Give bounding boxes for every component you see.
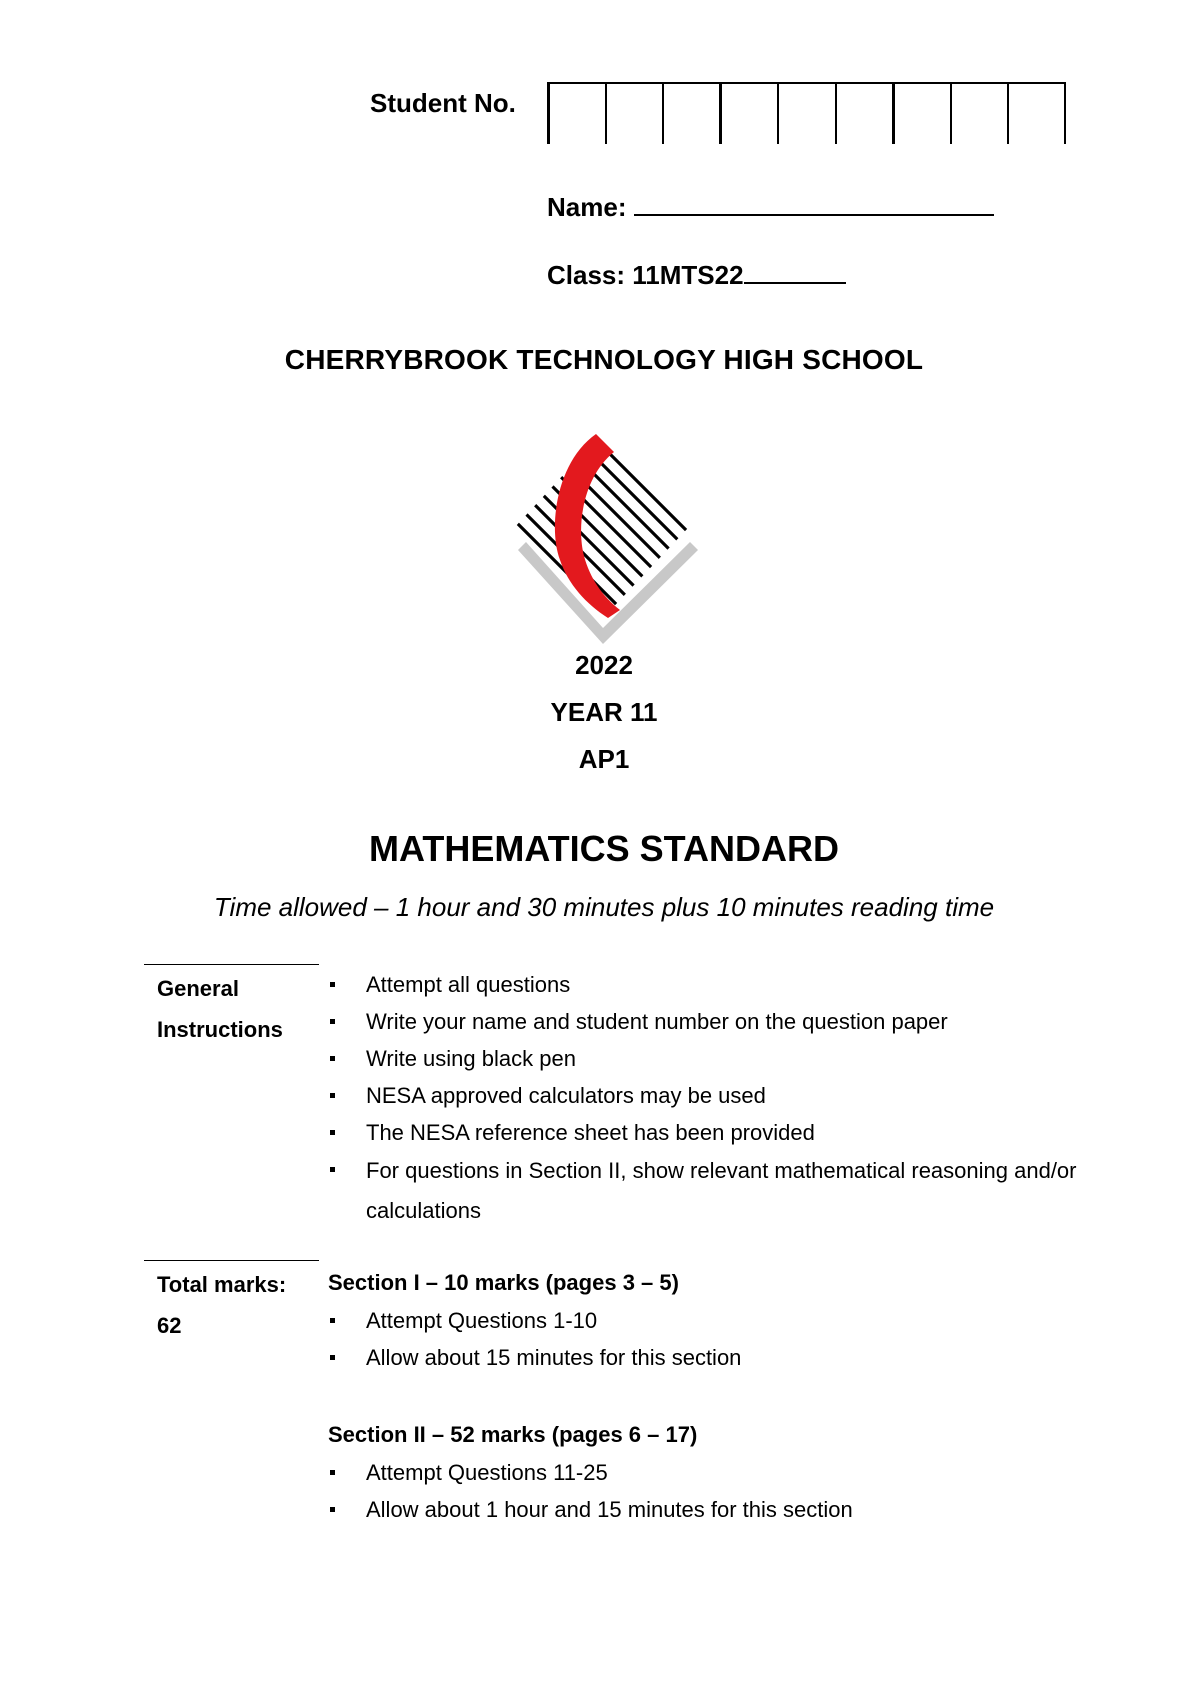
list-item: Write using black pen	[328, 1040, 1088, 1077]
name-input-line[interactable]	[634, 188, 994, 216]
class-input-line[interactable]	[744, 258, 846, 284]
total-marks-label: Total marks:	[157, 1272, 287, 1297]
general-instructions-label-line: Instructions	[157, 1017, 283, 1042]
student-number-box[interactable]	[1007, 84, 1066, 144]
divider	[144, 1260, 319, 1261]
list-item: Attempt all questions	[328, 966, 1088, 1003]
list-item: NESA approved calculators may be used	[328, 1077, 1088, 1114]
exam-year-level: YEAR 11	[550, 697, 658, 727]
student-number-box[interactable]	[547, 84, 605, 144]
total-marks	[157, 1264, 286, 1346]
section-1-heading: Section I – 10 marks (pages 3 – 5)	[328, 1270, 679, 1295]
school-logo-icon	[508, 432, 698, 644]
list-item: For questions in Section II, show relevant mathematical reasoning and/or calculations	[328, 1151, 1088, 1231]
section-1-list	[328, 1302, 741, 1376]
exam-paper-code: AP1	[578, 744, 630, 774]
section-2-heading: Section II – 52 marks (pages 6 – 17)	[328, 1422, 698, 1447]
class-label: Class: 11MTS22	[547, 260, 744, 290]
general-instructions-label-line: General	[157, 976, 239, 1001]
student-number-boxes[interactable]	[547, 82, 1066, 144]
student-number-box[interactable]	[892, 84, 950, 144]
exam-year: 2022	[575, 650, 633, 680]
list-item: Allow about 1 hour and 15 minutes for this section	[328, 1491, 853, 1528]
school-name: CHERRYBROOK TECHNOLOGY HIGH SCHOOL	[284, 344, 924, 375]
total-marks-value: 62	[157, 1313, 182, 1338]
general-instructions-label	[157, 968, 283, 1050]
student-number-box[interactable]	[662, 84, 719, 144]
student-number-box[interactable]	[835, 84, 892, 144]
list-item: Attempt Questions 1-10	[328, 1302, 741, 1339]
student-number-label: Student No.	[370, 88, 516, 118]
student-number-box[interactable]	[777, 84, 834, 144]
student-number-box[interactable]	[605, 84, 662, 144]
exam-subject: MATHEMATICS STANDARD	[369, 828, 839, 869]
divider	[144, 964, 319, 965]
name-label: Name:	[547, 192, 627, 222]
class-field	[547, 258, 846, 291]
section-2-list	[328, 1454, 853, 1528]
general-instructions-list	[328, 966, 1088, 1231]
time-allowed: Time allowed – 1 hour and 30 minutes plus 10 minutes reading time	[213, 892, 995, 922]
student-number-box[interactable]	[719, 84, 777, 144]
list-item: Write your name and student number on the question paper	[328, 1003, 1088, 1040]
list-item: Allow about 15 minutes for this section	[328, 1339, 741, 1376]
list-item: Attempt Questions 11-25	[328, 1454, 853, 1491]
name-field	[547, 188, 994, 223]
list-item: The NESA reference sheet has been provided	[328, 1114, 1088, 1151]
student-number-box[interactable]	[950, 84, 1007, 144]
